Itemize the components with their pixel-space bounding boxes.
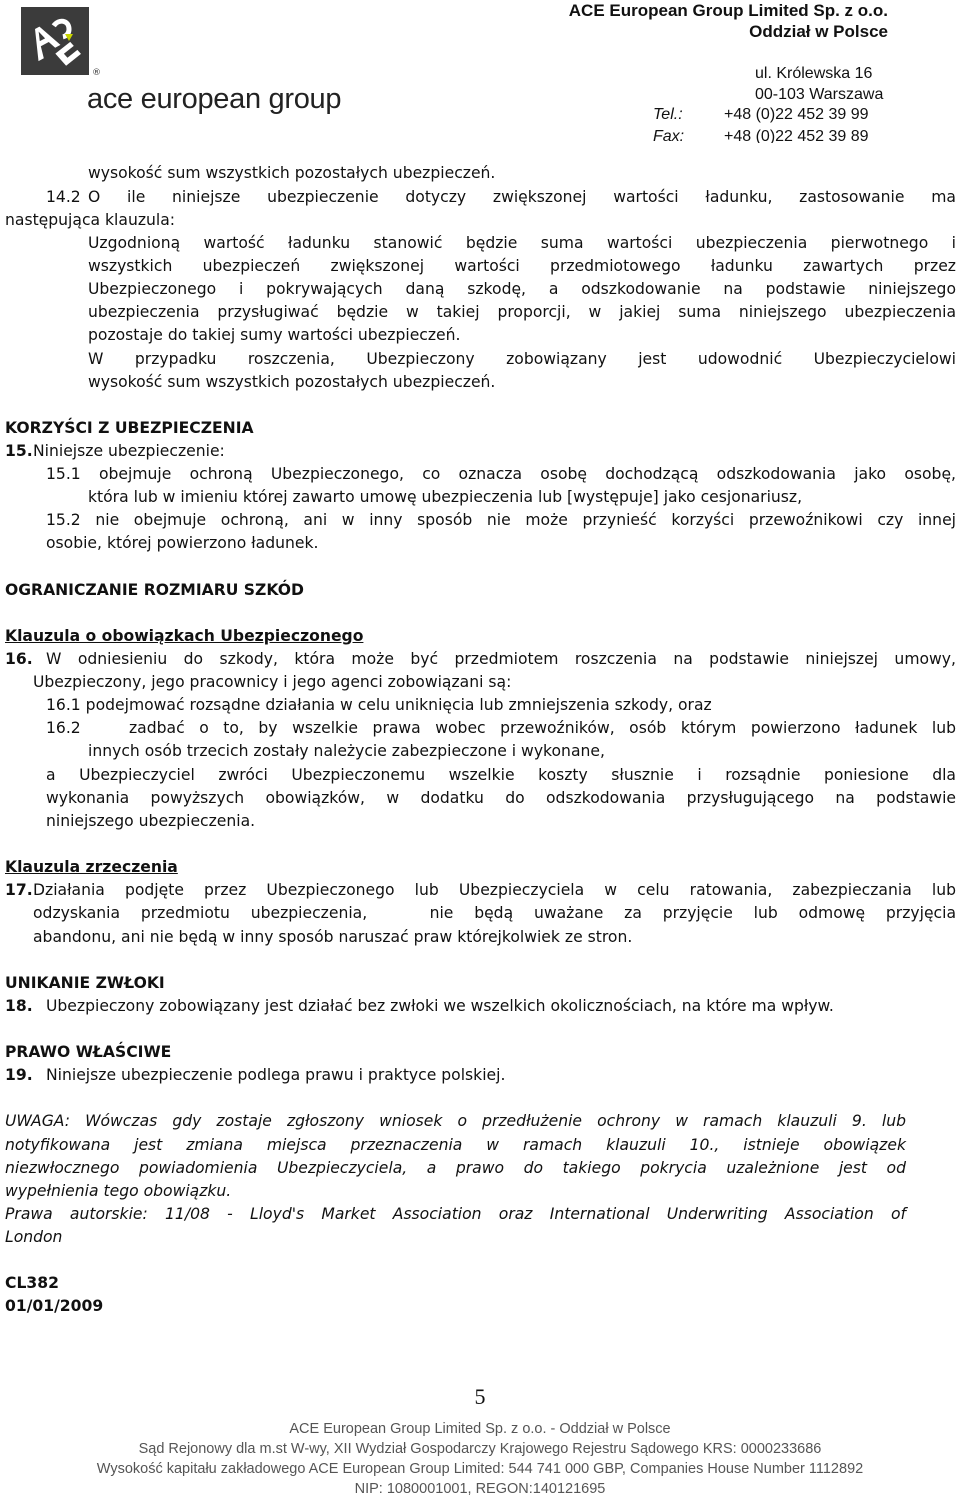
body-line: następująca klauzula: xyxy=(5,211,176,229)
clause-heading: Klauzula zrzeczenia xyxy=(5,858,178,876)
clause-number: 17. xyxy=(5,881,33,899)
body-line: O ile niniejsze ubezpieczenie dotyczy zwiększonej wartości ładunku, zastosowanie ma xyxy=(88,188,956,206)
body-line: W przypadku roszczenia, Ubezpieczony zobowiązany jest udowodnić Ubezpieczycielowi xyxy=(88,350,956,368)
clause-number: 16.2 xyxy=(46,719,81,737)
section-heading: OGRANICZANIE ROZMIARU SZKÓD xyxy=(5,581,304,599)
note-line: notyfikowana jest zmiana miejsca przeznaczenia w ramach klauzuli 10., istnieje obowiązek xyxy=(5,1136,906,1154)
fax-value: +48 (0)22 452 39 89 xyxy=(724,128,869,143)
address-line1: ul. Królewska 16 xyxy=(755,65,873,82)
company-line1: ACE European Group Limited Sp. z o.o. xyxy=(568,1,888,20)
body-line: wykonania powyższych obowiązków, w dodatku do odszkodowania przysługującego na podstawie xyxy=(46,789,956,807)
body-line: Ubezpieczonego i pokrywających daną szkodę, a odszkodowanie na podstawie niniejszego xyxy=(88,280,956,298)
body-line: Niniejsze ubezpieczenie: xyxy=(33,442,225,460)
tel-value: +48 (0)22 452 39 99 xyxy=(724,106,869,123)
registered-mark: ® xyxy=(92,68,101,78)
body-line: Ubezpieczony zobowiązany jest działać bez zwłoki we wszelkich okolicznościach, na które ma wpływ. xyxy=(46,997,834,1015)
document-code: CL382 xyxy=(5,1274,59,1292)
body-line: abandonu, ani nie będą w inny sposób naruszać praw którejkolwiek ze stron. xyxy=(33,928,633,946)
body-line: wysokość sum wszystkich pozostałych ubezpieczeń. xyxy=(88,164,496,182)
body-line: W odniesieniu do szkody, która może być przedmiotem roszczenia na podstawie niniejszej umowy, xyxy=(46,650,956,668)
note-line: niezwłocznego powiadomienia Ubezpieczyciela, a prawo do takiego pokrycia uzależnione jest od xyxy=(5,1159,906,1177)
clause-number: 15. xyxy=(5,442,33,460)
footer-line3: Wysokość kapitału zakładowego ACE European Group Limited: 544 741 000 GBP, Companies House Number 1112892 xyxy=(96,1461,864,1477)
body-line: osobie, której powierzono ładunek. xyxy=(46,534,319,552)
tel-label: Tel.: xyxy=(653,106,683,123)
body-line: 16.1 podejmować rozsądne działania w celu uniknięcia lub zmniejszenia szkody, oraz xyxy=(46,696,712,714)
note-line: UWAGA: Wówczas gdy zostaje zgłoszony wniosek o przedłużenie ochrony w ramach klauzuli 9. lub xyxy=(5,1112,906,1130)
company-address xyxy=(755,63,883,105)
body-line: Uzgodnioną wartość ładunku stanowić będzie suma wartości ubezpieczenia pierwotnego i xyxy=(88,234,956,252)
company-line2: Oddział w Polsce xyxy=(749,22,888,41)
company-name xyxy=(569,0,888,42)
contact-block xyxy=(650,105,910,143)
footer-line4: NIP: 1080001001, REGON:140121695 xyxy=(354,1481,606,1497)
address-line2: 00-103 Warszawa xyxy=(755,86,884,103)
body-line: 15.2 nie obejmuje ochroną, ani w inny sposób nie może przynieść korzyści przewoźnikowi czy innej xyxy=(46,511,956,529)
body-line: zadbać o to, by wszelkie prawa wobec przewoźników, osób którym powierzono ładunek lub xyxy=(129,719,956,737)
section-heading: PRAWO WŁAŚCIWE xyxy=(5,1043,172,1061)
clause-number: 16. xyxy=(5,650,33,668)
ace-logo xyxy=(21,7,89,75)
section-heading: UNIKANIE ZWŁOKI xyxy=(5,974,165,992)
body-line: a Ubezpieczyciel zwróci Ubezpieczonemu wszelkie koszty słusznie i rozsądnie poniesione dla xyxy=(46,766,956,784)
fax-label: Fax: xyxy=(653,128,685,143)
footer-line2: Sąd Rejonowy dla m.st W-wy, XII Wydział Gospodarczy Krajowego Rejestru Sądowego KRS: 0000233686 xyxy=(138,1441,822,1457)
brand-name: ace european group xyxy=(87,83,342,115)
ace-logo-mark-icon xyxy=(21,7,89,75)
body-line: Ubezpieczony, jego pracownicy i jego agenci zobowiązani są: xyxy=(33,673,512,691)
body-line: Niniejsze ubezpieczenie podlega prawu i praktyce polskiej. xyxy=(46,1066,506,1084)
body-line: innych osób trzecich zostały należycie zabezpieczone i wykonane, xyxy=(88,742,605,760)
footer-line1: ACE European Group Limited Sp. z o.o. - Oddział w Polsce xyxy=(289,1421,671,1437)
body-line: pozostaje do takiej sumy wartości ubezpieczeń. xyxy=(88,326,461,344)
body-line: odzyskania przedmiotu ubezpieczenia, nie będą uważane za przyjęcie lub odmowę przyjęcia xyxy=(33,904,956,922)
copyright-line: London xyxy=(5,1228,63,1246)
clause-number: 18. xyxy=(5,997,33,1015)
body-line: która lub w imieniu której zawarto umowę ubezpieczenia lub [występuje] jako cesjonariusz, xyxy=(88,488,803,506)
body-line: niniejszego ubezpieczenia. xyxy=(46,812,256,830)
body-line: Działania podjęte przez Ubezpieczonego lub Ubezpieczyciela w celu ratowania, zabezpieczania lub xyxy=(33,881,956,899)
body-line: 15.1 obejmuje ochroną Ubezpieczonego, co oznacza osobę dochodzącą odszkodowania jako osobę, xyxy=(46,465,956,483)
note-line: wypełnienia tego obowiązku. xyxy=(5,1182,232,1200)
clause-number: 14.2 xyxy=(46,188,81,206)
document-date: 01/01/2009 xyxy=(5,1297,104,1315)
copyright-line: Prawa autorskie: 11/08 - Lloyd's Market Association oraz International Underwriting Association of xyxy=(5,1205,906,1223)
clause-heading: Klauzula o obowiązkach Ubezpieczonego xyxy=(5,627,364,645)
body-line: wysokość sum wszystkich pozostałych ubezpieczeń. xyxy=(88,373,496,391)
section-heading: KORZYŚCI Z UBEZPIECZENIA xyxy=(5,419,254,437)
body-line: ubezpieczenia przysługiwać będzie w takiej proporcji, w jakiej suma niniejszego ubezpieczenia xyxy=(88,303,956,321)
body-line: wszystkich ubezpieczeń zwiększonej wartości przedmiotowego ładunku zawartych przez xyxy=(88,257,956,275)
page-number: 5 xyxy=(474,1384,486,1409)
clause-number: 19. xyxy=(5,1066,33,1084)
